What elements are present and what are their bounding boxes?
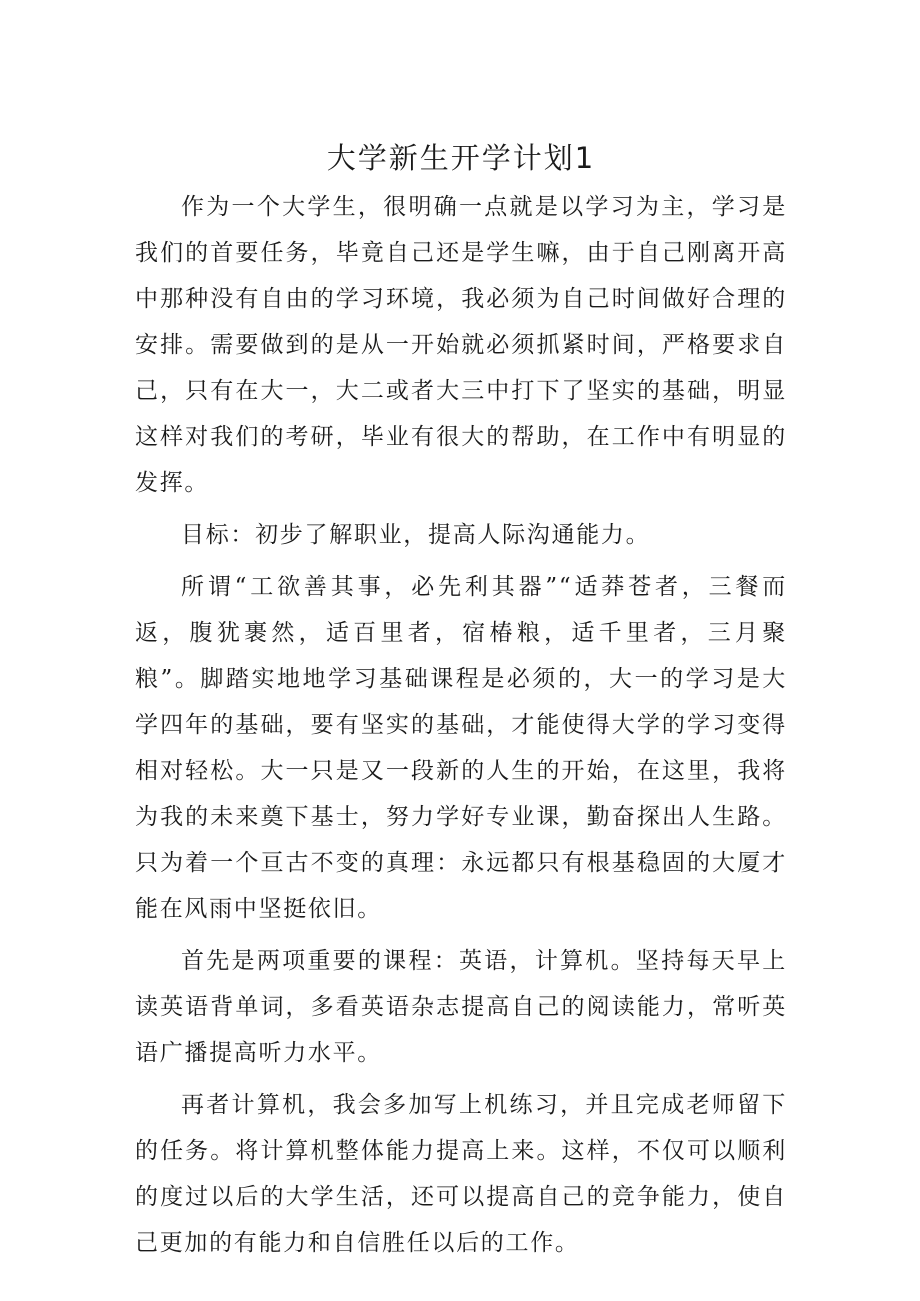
paragraph-foundation: 所谓“工欲善其事，必先利其器”“适莽苍者，三餐而返，腹犹裹然，适百里者，宿椿粮，适千里者，三月聚粮”。脚踏实地地学习基础课程是必须的，大一的学习是大学四年的基础，要有坚实的基础，才能使得大学的学习变得相对轻松。大一只是又一段新的人生的开始，在这里，我将为我的未来奠下基士，努力学好专业课，勤奋探出人生路。只为着一个亘古不变的真理：永远都只有根基稳固的大厦才能在风雨中坚挺依旧。	[135, 574, 787, 922]
document-title: 大学新生开学计划1	[326, 141, 596, 175]
paragraph-computer: 再者计算机，我会多加写上机练习，并且完成老师留下的任务。将计算机整体能力提高上来。这样，不仅可以顺利的度过以后的大学生活，还可以提高自己的竞争能力，使自己更加的有能力和自信胜任以后的工作。	[135, 1092, 787, 1256]
paragraph-goal: 目标：初步了解职业，提高人际沟通能力。	[181, 522, 651, 548]
paragraph-intro: 作为一个大学生，很明确一点就是以学习为主，学习是我们的首要任务，毕竟自己还是学生嘛，由于自己刚离开高中那种没有自由的学习环境，我必须为自己时间做好合理的安排。需要做到的是从一开始就必须抓紧时间，严格要求自己，只有在大一，大二或者大三中打下了坚实的基础，明显这样对我们的考研，毕业有很大的帮助，在工作中有明显的发挥。	[135, 194, 787, 496]
paragraph-courses: 首先是两项重要的课程：英语，计算机。坚持每天早上读英语背单词，多看英语杂志提高自己的阅读能力，常听英语广播提高听力水平。	[135, 948, 787, 1066]
